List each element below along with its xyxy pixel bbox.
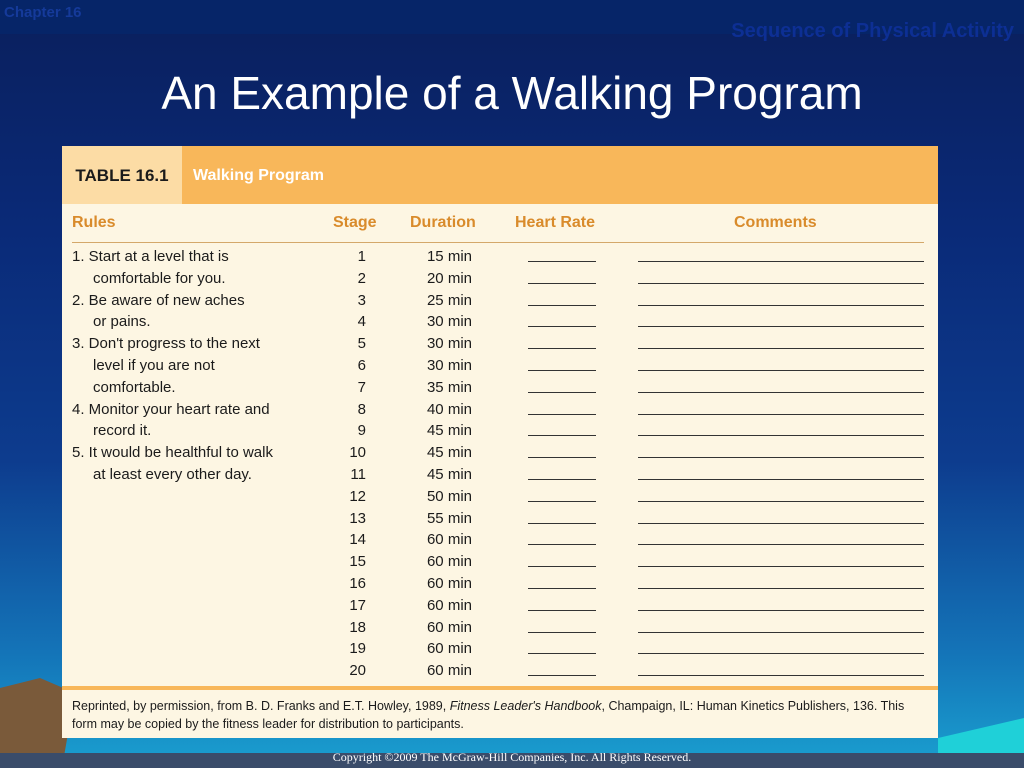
table-row bbox=[62, 638, 938, 660]
stage-cell: 1 bbox=[357, 248, 366, 265]
duration-cell: 15 min bbox=[426, 248, 472, 265]
table-number: TABLE 16.1 bbox=[62, 146, 182, 204]
duration-cell: 20 min bbox=[426, 269, 472, 287]
heart-rate-blank bbox=[528, 370, 596, 371]
heart-rate-blank bbox=[528, 501, 596, 502]
duration-cell: 60 min bbox=[426, 596, 472, 614]
column-header-comments: Comments bbox=[734, 214, 817, 231]
comments-blank bbox=[638, 305, 924, 306]
table-row bbox=[62, 660, 938, 682]
stage-cell: 3 bbox=[357, 291, 366, 309]
duration-cell: 50 min bbox=[426, 487, 472, 505]
heart-rate-blank bbox=[528, 348, 596, 349]
table-row bbox=[62, 595, 938, 617]
source-prefix: Reprinted, by permission, from B. D. Franks and E.T. Howley, 1989, bbox=[72, 699, 450, 713]
heart-rate-blank bbox=[528, 566, 596, 567]
heart-rate-blank bbox=[528, 414, 596, 415]
footer-divider bbox=[62, 686, 938, 690]
table-row bbox=[62, 290, 938, 312]
stage-cell: 4 bbox=[357, 313, 366, 331]
rule-line: 3. Don't progress to the next bbox=[72, 335, 260, 353]
table-row bbox=[62, 573, 938, 595]
rule-line: at least every other day. bbox=[93, 465, 252, 483]
table-row bbox=[62, 464, 938, 486]
comments-blank bbox=[638, 435, 924, 436]
stage-cell: 19 bbox=[349, 640, 366, 658]
table-row bbox=[62, 355, 938, 377]
slide-title: An Example of a Walking Program bbox=[161, 67, 863, 119]
duration-cell: 60 min bbox=[426, 618, 472, 636]
heart-rate-blank bbox=[528, 479, 596, 480]
heart-rate-blank bbox=[528, 610, 596, 611]
stage-cell: 13 bbox=[349, 509, 366, 527]
table-row bbox=[62, 377, 938, 399]
table-name: Walking Program bbox=[193, 167, 324, 184]
heart-rate-blank bbox=[528, 305, 596, 306]
stage-cell: 7 bbox=[357, 378, 366, 396]
duration-cell: 60 min bbox=[426, 640, 472, 658]
heart-rate-blank bbox=[528, 457, 596, 458]
rule-line: 5. It would be healthful to walk bbox=[72, 444, 273, 462]
table-row bbox=[62, 529, 938, 551]
duration-cell: 60 min bbox=[426, 553, 472, 571]
source-note bbox=[72, 697, 932, 733]
table-row bbox=[62, 617, 938, 639]
heart-rate-blank bbox=[528, 632, 596, 633]
heart-rate-blank bbox=[528, 435, 596, 436]
duration-cell: 45 min bbox=[426, 422, 472, 440]
rule-line: 1. Start at a level that is bbox=[72, 248, 229, 265]
duration-cell: 45 min bbox=[426, 466, 472, 483]
comments-blank bbox=[638, 653, 924, 654]
duration-cell: 40 min bbox=[426, 400, 472, 418]
duration-cell: 45 min bbox=[426, 444, 472, 462]
stage-cell: 12 bbox=[349, 487, 366, 505]
column-header-duration: Duration bbox=[410, 214, 476, 231]
rule-line: record it. bbox=[93, 422, 152, 440]
stage-cell: 6 bbox=[357, 357, 366, 374]
duration-cell: 30 min bbox=[426, 357, 472, 374]
comments-blank bbox=[638, 588, 924, 589]
table-row bbox=[62, 333, 938, 355]
table-row bbox=[62, 486, 938, 508]
rule-line: 2. Be aware of new aches bbox=[72, 291, 245, 309]
source-book-title: Fitness Leader's Handbook bbox=[449, 699, 602, 713]
comments-blank bbox=[638, 610, 924, 611]
duration-cell: 55 min bbox=[426, 509, 472, 527]
stage-cell: 8 bbox=[357, 400, 366, 418]
table-row bbox=[62, 311, 938, 333]
comments-blank bbox=[638, 675, 924, 676]
heart-rate-blank bbox=[528, 261, 596, 262]
comments-blank bbox=[638, 632, 924, 633]
duration-cell: 30 min bbox=[426, 313, 472, 331]
table-row bbox=[62, 551, 938, 573]
comments-blank bbox=[638, 523, 924, 524]
stage-cell: 18 bbox=[349, 618, 366, 636]
duration-cell: 35 min bbox=[426, 378, 472, 396]
comments-blank bbox=[638, 544, 924, 545]
chapter-label: Chapter 16 bbox=[4, 4, 82, 21]
stage-cell: 2 bbox=[357, 269, 366, 287]
rule-line: level if you are not bbox=[93, 356, 215, 374]
duration-cell: 60 min bbox=[426, 662, 472, 680]
stage-cell: 10 bbox=[349, 444, 366, 462]
table-row bbox=[62, 246, 938, 268]
comments-blank bbox=[638, 457, 924, 458]
table-row bbox=[62, 399, 938, 421]
comments-blank bbox=[638, 283, 924, 284]
stage-cell: 16 bbox=[349, 575, 366, 592]
stage-cell: 17 bbox=[349, 596, 366, 614]
comments-blank bbox=[638, 566, 924, 567]
header-divider bbox=[72, 242, 924, 243]
rule-line: 4. Monitor your heart rate and bbox=[72, 400, 270, 418]
table-row bbox=[62, 442, 938, 464]
heart-rate-blank bbox=[528, 326, 596, 327]
stage-cell: 20 bbox=[349, 662, 366, 680]
stage-cell: 5 bbox=[357, 335, 366, 353]
duration-cell: 25 min bbox=[426, 291, 472, 309]
comments-blank bbox=[638, 414, 924, 415]
heart-rate-blank bbox=[528, 544, 596, 545]
rule-line: or pains. bbox=[93, 313, 151, 331]
duration-cell: 60 min bbox=[426, 531, 472, 549]
heart-rate-blank bbox=[528, 588, 596, 589]
comments-blank bbox=[638, 370, 924, 371]
comments-blank bbox=[638, 479, 924, 480]
comments-blank bbox=[638, 501, 924, 502]
column-header-rules: Rules bbox=[72, 214, 116, 231]
duration-cell: 30 min bbox=[426, 335, 472, 353]
stage-cell: 11 bbox=[350, 466, 366, 483]
table-row bbox=[62, 508, 938, 530]
heart-rate-blank bbox=[528, 653, 596, 654]
table-header-band bbox=[62, 146, 938, 204]
stage-cell: 15 bbox=[349, 553, 366, 571]
duration-cell: 60 min bbox=[426, 575, 472, 592]
column-header-stage: Stage bbox=[333, 214, 377, 231]
stage-cell: 9 bbox=[357, 422, 366, 440]
rule-line: comfortable for you. bbox=[93, 269, 226, 287]
heart-rate-blank bbox=[528, 283, 596, 284]
copyright-notice: Copyright ©2009 The McGraw-Hill Companies, Inc. All Rights Reserved. bbox=[332, 750, 692, 764]
rule-line: comfortable. bbox=[93, 378, 176, 396]
comments-blank bbox=[638, 392, 924, 393]
heart-rate-blank bbox=[528, 523, 596, 524]
stage-cell: 14 bbox=[349, 531, 366, 549]
column-header-heart-rate: Heart Rate bbox=[515, 214, 596, 231]
source-suffix: , Champaign, IL: Human Kinetics Publishers, 136. This form may be copied by the fitness leader for distribution to participants. bbox=[72, 699, 905, 731]
table-row bbox=[62, 268, 938, 290]
heart-rate-blank bbox=[528, 392, 596, 393]
comments-blank bbox=[638, 326, 924, 327]
table-row bbox=[62, 420, 938, 442]
comments-blank bbox=[638, 261, 924, 262]
comments-blank bbox=[638, 348, 924, 349]
walking-program-table bbox=[62, 146, 938, 738]
section-label: Sequence of Physical Activity bbox=[731, 20, 1014, 42]
heart-rate-blank bbox=[528, 675, 596, 676]
